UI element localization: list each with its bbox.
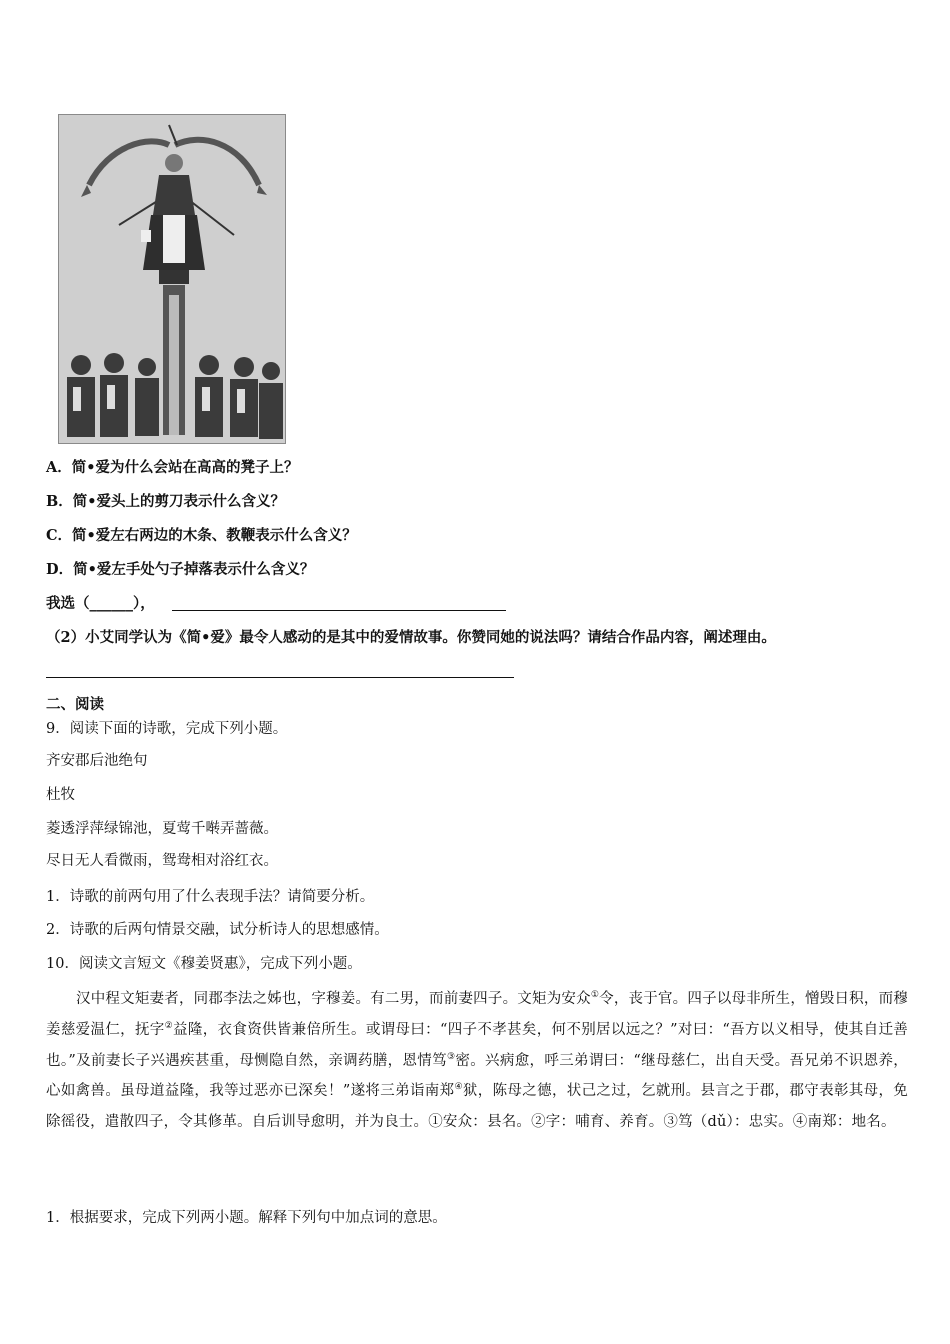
option-a: A．简•爱为什么会站在高高的凳子上？ (46, 459, 299, 476)
footnote-marker-4: ④ (454, 1082, 463, 1093)
choice-label: 我选（______）， (46, 595, 155, 612)
poem-author: 杜牧 (46, 787, 75, 803)
jane-eyre-illustration-icon (59, 115, 285, 443)
passage-part-4: 密。兴病愈，呼三弟谓曰：“继母慈仁，出自天受。吾兄弟不识恩养，心如禽兽。虽母道益隆，我等过恶亦已深矣！”遂将三弟诣南郑 (46, 1052, 908, 1100)
passage-part-5: 狱，陈母之德，状己之过，乞就刑。县言之于郡，郡守表彰其母，免除徭役，遣散四子，令其修革。自后训导愈明，并为良士。①安众：县名。②字：哺育、养育。③笃（dǔ）：忠实。④南郑：地名。 (46, 1083, 909, 1131)
section-heading: 二、阅读 (46, 697, 104, 713)
passage-part-3: 益隆，衣食资供皆兼倍所生。或谓母曰：“四子不孝甚矣，何不别居以远之？”对曰：“吾方以义相导，使其自迁善也。”及前妻长子兴遇疾甚重，母恻隐自然，亲调药膳，恩情笃 (46, 1021, 908, 1069)
answer-blank-line (172, 610, 506, 611)
answer-line-q2 (46, 677, 514, 678)
classical-passage (46, 984, 908, 1138)
footnote-marker-3: ③ (446, 1051, 456, 1062)
q10-intro: 10．阅读文言短文《穆姜贤惠》，完成下列小题。 (46, 956, 362, 972)
option-b: B．简•爱头上的剪刀表示什么含义？ (46, 493, 286, 510)
poem-line-2: 尽日无人看微雨，鸳鸯相对浴红衣。 (46, 853, 278, 869)
option-c: C．简•爱左右两边的木条、教鞭表示什么含义？ (46, 527, 357, 544)
jane-eyre-illustration (58, 114, 286, 444)
poem-title: 齐安郡后池绝句 (46, 753, 148, 769)
option-d: D．简•爱左手处勺子掉落表示什么含义？ (46, 561, 315, 578)
poem-line-1: 菱透浮萍绿锦池，夏莺千啭弄蔷薇。 (46, 821, 278, 837)
q9-intro: 9．阅读下面的诗歌，完成下列小题。 (46, 721, 288, 737)
passage-part-1: 汉中程文矩妻者，同郡李法之姊也，字穆姜。有二男，而前妻四子。文矩为安众 (76, 991, 591, 1007)
q10-sub-1: 1．根据要求，完成下列两小题。解释下列句中加点词的意思。 (46, 1210, 447, 1226)
footnote-marker-1: ① (590, 990, 600, 1001)
question-2: （2）小艾同学认为《简•爱》最令人感动的是其中的爱情故事。你赞同她的说法吗？请结合作品内容，阐述理由。 (46, 629, 776, 646)
passage-part-2: 令，丧于官。四子以母非所生，憎毁日积，而穆姜慈爱温仁，抚字 (46, 991, 908, 1038)
q9-sub-2: 2．诗歌的后两句情景交融，试分析诗人的思想感情。 (46, 922, 389, 938)
q9-sub-1: 1．诗歌的前两句用了什么表现手法？请简要分析。 (46, 889, 375, 905)
footnote-marker-2: ② (164, 1020, 174, 1031)
